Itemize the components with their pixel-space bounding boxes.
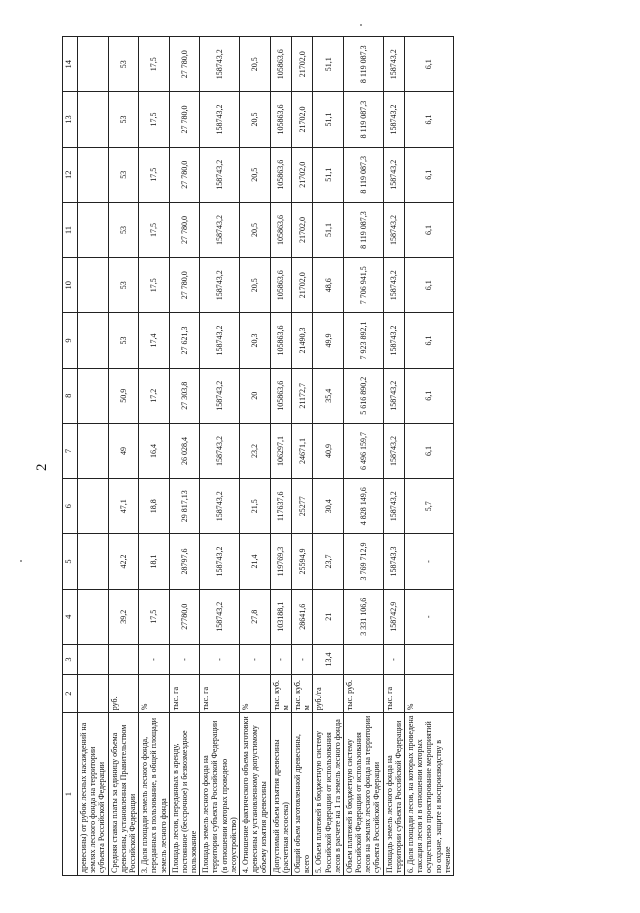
indicator-label: 4. Отношение фактического объема заготовки древесины к установленному допустимому объему изъятия древесины: [240, 713, 271, 876]
value-cell: 17,5: [139, 37, 170, 92]
indicator-label: Площадь земель лесного фонда на территории субъекта Российской Федерации: [383, 713, 404, 876]
header-row: [63, 37, 78, 876]
value-cell: -: [383, 644, 404, 674]
value-cell: 158743,2: [383, 37, 404, 92]
value-cell: 103188,1: [270, 589, 291, 644]
unit-cell: %: [240, 675, 271, 713]
value-cell: 158743,2: [200, 258, 240, 313]
column-header: 2: [63, 675, 78, 713]
indicator-label: Допустимый объем изъятия древесины (расчетная лесосека): [270, 713, 291, 876]
value-cell: 40,9: [313, 423, 344, 478]
column-header: 7: [63, 423, 78, 478]
value-cell: 158742,9: [383, 589, 404, 644]
indicator-label: древесины) от рубок лесных насаждений на землях лесного фонда на территории субъекта Российской Федерации: [78, 713, 109, 876]
value-cell: 51,1: [313, 92, 344, 147]
value-cell: 105863,6: [270, 258, 291, 313]
indicator-label: Средняя ставка платы за единицу объема древесины, установленная Правительством Российской Федерации: [108, 713, 139, 876]
value-cell: 158743,2: [200, 147, 240, 202]
value-cell: 39,2: [108, 589, 139, 644]
value-cell: 21172,7: [291, 368, 312, 423]
value-cell: 18,1: [139, 534, 170, 589]
table-body: [78, 37, 454, 876]
value-cell: 20,5: [240, 147, 271, 202]
value-cell: -: [169, 644, 200, 674]
value-cell: 158743,2: [383, 258, 404, 313]
value-cell: 158743,2: [383, 147, 404, 202]
value-cell: 17,5: [139, 92, 170, 147]
value-cell: 5,7: [405, 479, 454, 534]
value-cell: 53: [108, 147, 139, 202]
value-cell: 6,1: [405, 147, 454, 202]
value-cell: [343, 644, 383, 674]
column-header: 14: [63, 37, 78, 92]
value-cell: 27 780,0: [169, 202, 200, 257]
value-cell: -: [405, 589, 454, 644]
unit-cell: тыс. куб. м: [291, 675, 312, 713]
value-cell: 117637,6: [270, 479, 291, 534]
value-cell: 7 923 892,1: [343, 313, 383, 368]
value-cell: 105863,6: [270, 92, 291, 147]
column-header: 6: [63, 479, 78, 534]
value-cell: 20,5: [240, 92, 271, 147]
value-cell: [108, 644, 139, 674]
column-header: 10: [63, 258, 78, 313]
value-cell: 5 616 890,2: [343, 368, 383, 423]
table-row: [169, 37, 200, 876]
value-cell: 16,4: [139, 423, 170, 478]
value-cell: 8 119 087,3: [343, 202, 383, 257]
scan-artifact: [20, 560, 22, 562]
value-cell: 158743,2: [383, 423, 404, 478]
value-cell: 17,5: [139, 258, 170, 313]
value-cell: 42,2: [108, 534, 139, 589]
value-cell: 53: [108, 37, 139, 92]
value-cell: 158743,2: [200, 534, 240, 589]
value-cell: 8 119 087,3: [343, 37, 383, 92]
value-cell: 17,4: [139, 313, 170, 368]
table-row: [343, 37, 383, 876]
value-cell: 51,1: [313, 147, 344, 202]
value-cell: 47,1: [108, 479, 139, 534]
table-row: [405, 37, 454, 876]
value-cell: 20,5: [240, 258, 271, 313]
value-cell: 21702,0: [291, 37, 312, 92]
column-header: 11: [63, 202, 78, 257]
column-header: 4: [63, 589, 78, 644]
page-number: 2: [34, 463, 50, 471]
value-cell: 158743,2: [383, 202, 404, 257]
value-cell: 21702,0: [291, 202, 312, 257]
value-cell: 21702,0: [291, 92, 312, 147]
value-cell: 6,1: [405, 202, 454, 257]
value-cell: 105863,6: [270, 147, 291, 202]
unit-cell: тыс. куб. м: [270, 675, 291, 713]
value-cell: 158743,2: [200, 202, 240, 257]
value-cell: 27 780,0: [169, 37, 200, 92]
value-cell: 6,1: [405, 313, 454, 368]
value-cell: 28797,6: [169, 534, 200, 589]
value-cell: 17,5: [139, 147, 170, 202]
table-row: [383, 37, 404, 876]
column-header: 5: [63, 534, 78, 589]
value-cell: -: [139, 644, 170, 674]
indicator-label: Общий объем заготовленной древесины, всего: [291, 713, 312, 876]
value-cell: 28641,6: [291, 589, 312, 644]
table-row: [78, 37, 109, 876]
value-cell: 23,7: [313, 534, 344, 589]
value-cell: 20,3: [240, 313, 271, 368]
value-cell: 27 303,8: [169, 368, 200, 423]
value-cell: 17,5: [139, 589, 170, 644]
value-cell: 4 828 149,6: [343, 479, 383, 534]
table-row: [108, 37, 139, 876]
value-cell: 105863,6: [270, 202, 291, 257]
value-cell: 51,1: [313, 202, 344, 257]
value-cell: 25277: [291, 479, 312, 534]
value-cell: [78, 368, 109, 423]
value-cell: 8 119 087,3: [343, 147, 383, 202]
value-cell: [78, 313, 109, 368]
value-cell: 53: [108, 202, 139, 257]
value-cell: 158743,3: [383, 534, 404, 589]
value-cell: 51,1: [313, 37, 344, 92]
value-cell: 53: [108, 313, 139, 368]
value-cell: 27 780,0: [169, 258, 200, 313]
value-cell: 105863,6: [270, 368, 291, 423]
value-cell: 21702,0: [291, 258, 312, 313]
unit-cell: тыс. руб.: [343, 675, 383, 713]
table-row: [291, 37, 312, 876]
value-cell: 105863,6: [270, 313, 291, 368]
value-cell: 20,5: [240, 37, 271, 92]
value-cell: 8 119 087,3: [343, 92, 383, 147]
unit-cell: тыс. га: [383, 675, 404, 713]
value-cell: [78, 202, 109, 257]
value-cell: 7 706 941,5: [343, 258, 383, 313]
value-cell: [78, 147, 109, 202]
value-cell: 6,1: [405, 368, 454, 423]
value-cell: 158743,2: [200, 313, 240, 368]
value-cell: 21,4: [240, 534, 271, 589]
scan-artifact: [360, 24, 362, 26]
value-cell: 6,1: [405, 258, 454, 313]
value-cell: 158743,2: [383, 313, 404, 368]
rotated-table-sheet: [34, 36, 602, 876]
indicator-label: 3. Доля площади земель лесного фонда, переданных в пользование, в общей площади земель лесного фонда: [139, 713, 170, 876]
value-cell: [78, 423, 109, 478]
value-cell: 20,5: [240, 202, 271, 257]
value-cell: -: [270, 644, 291, 674]
value-cell: [78, 534, 109, 589]
value-cell: 21: [313, 589, 344, 644]
value-cell: [78, 479, 109, 534]
value-cell: 17,5: [139, 202, 170, 257]
value-cell: [405, 644, 454, 674]
value-cell: [78, 589, 109, 644]
value-cell: 27,8: [240, 589, 271, 644]
value-cell: 35,4: [313, 368, 344, 423]
unit-cell: %: [139, 675, 170, 713]
value-cell: 21490,3: [291, 313, 312, 368]
indicator-label: Площадь лесов, переданных в аренду, постоянное (бессрочное) и безвозмездное пользование: [169, 713, 200, 876]
value-cell: 23,2: [240, 423, 271, 478]
value-cell: [78, 644, 109, 674]
value-cell: 119769,3: [270, 534, 291, 589]
unit-cell: %: [405, 675, 454, 713]
value-cell: 27 780,0: [169, 92, 200, 147]
value-cell: 3 331 106,6: [343, 589, 383, 644]
value-cell: -: [240, 644, 271, 674]
value-cell: 158743,2: [200, 423, 240, 478]
indicator-label: Площадь земель лесного фонда на территории субъекта Российской Федерации (в отношении которых проведено лесоустройство): [200, 713, 240, 876]
value-cell: [78, 37, 109, 92]
value-cell: 26 028,4: [169, 423, 200, 478]
value-cell: 50,9: [108, 368, 139, 423]
value-cell: 49,9: [313, 313, 344, 368]
value-cell: 24671,1: [291, 423, 312, 478]
unit-cell: руб.: [108, 675, 139, 713]
indicators-table: [62, 36, 454, 876]
table-row: [270, 37, 291, 876]
value-cell: 6 496 159,7: [343, 423, 383, 478]
value-cell: 30,4: [313, 479, 344, 534]
indicator-label: 6. Доля площади лесов, на которых проведена таксация лесов и в отношении которых осуществлено проектирование мероприятий по охране, защите и воспроизводству в течение: [405, 713, 454, 876]
column-header: 1: [63, 713, 78, 876]
column-header: 9: [63, 313, 78, 368]
table-row: [139, 37, 170, 876]
value-cell: 3 769 712,9: [343, 534, 383, 589]
value-cell: 27 621,3: [169, 313, 200, 368]
value-cell: 158743,2: [200, 589, 240, 644]
value-cell: 158743,2: [383, 368, 404, 423]
column-header: 3: [63, 644, 78, 674]
value-cell: 49: [108, 423, 139, 478]
unit-cell: тыс. га: [169, 675, 200, 713]
value-cell: [78, 258, 109, 313]
value-cell: 105863,6: [270, 37, 291, 92]
value-cell: 106297,1: [270, 423, 291, 478]
value-cell: 18,8: [139, 479, 170, 534]
value-cell: -: [200, 644, 240, 674]
value-cell: -: [291, 644, 312, 674]
value-cell: 20: [240, 368, 271, 423]
value-cell: 158743,2: [200, 92, 240, 147]
value-cell: 158743,2: [200, 479, 240, 534]
value-cell: 53: [108, 258, 139, 313]
value-cell: 29 817,13: [169, 479, 200, 534]
indicator-label: Объем платежей в бюджетную систему Российской Федерации от использования лесов на землях лесного фонда на территории субъекта Российской Федерации: [343, 713, 383, 876]
column-header: 8: [63, 368, 78, 423]
value-cell: 158743,2: [383, 479, 404, 534]
table-row: [240, 37, 271, 876]
value-cell: 21,5: [240, 479, 271, 534]
value-cell: 21702,0: [291, 147, 312, 202]
value-cell: 17,2: [139, 368, 170, 423]
value-cell: 158743,2: [383, 92, 404, 147]
value-cell: 158743,2: [200, 37, 240, 92]
indicator-label: 5. Объем платежей в бюджетную систему Российской Федерации от использования лесов в расчете на 1 га земель лесного фонда: [313, 713, 344, 876]
column-header: 13: [63, 92, 78, 147]
value-cell: 158743,2: [200, 368, 240, 423]
unit-cell: тыс. га: [200, 675, 240, 713]
value-cell: [78, 92, 109, 147]
value-cell: 6,1: [405, 92, 454, 147]
value-cell: 25594,9: [291, 534, 312, 589]
table-row: [313, 37, 344, 876]
value-cell: -: [405, 534, 454, 589]
value-cell: 48,6: [313, 258, 344, 313]
value-cell: 13,4: [313, 644, 344, 674]
value-cell: 6,1: [405, 37, 454, 92]
unit-cell: руб./га: [313, 675, 344, 713]
value-cell: 6,1: [405, 423, 454, 478]
table-row: [200, 37, 240, 876]
column-header: 12: [63, 147, 78, 202]
value-cell: 27780,0: [169, 589, 200, 644]
value-cell: 53: [108, 92, 139, 147]
value-cell: 27 780,0: [169, 147, 200, 202]
unit-cell: [78, 675, 109, 713]
